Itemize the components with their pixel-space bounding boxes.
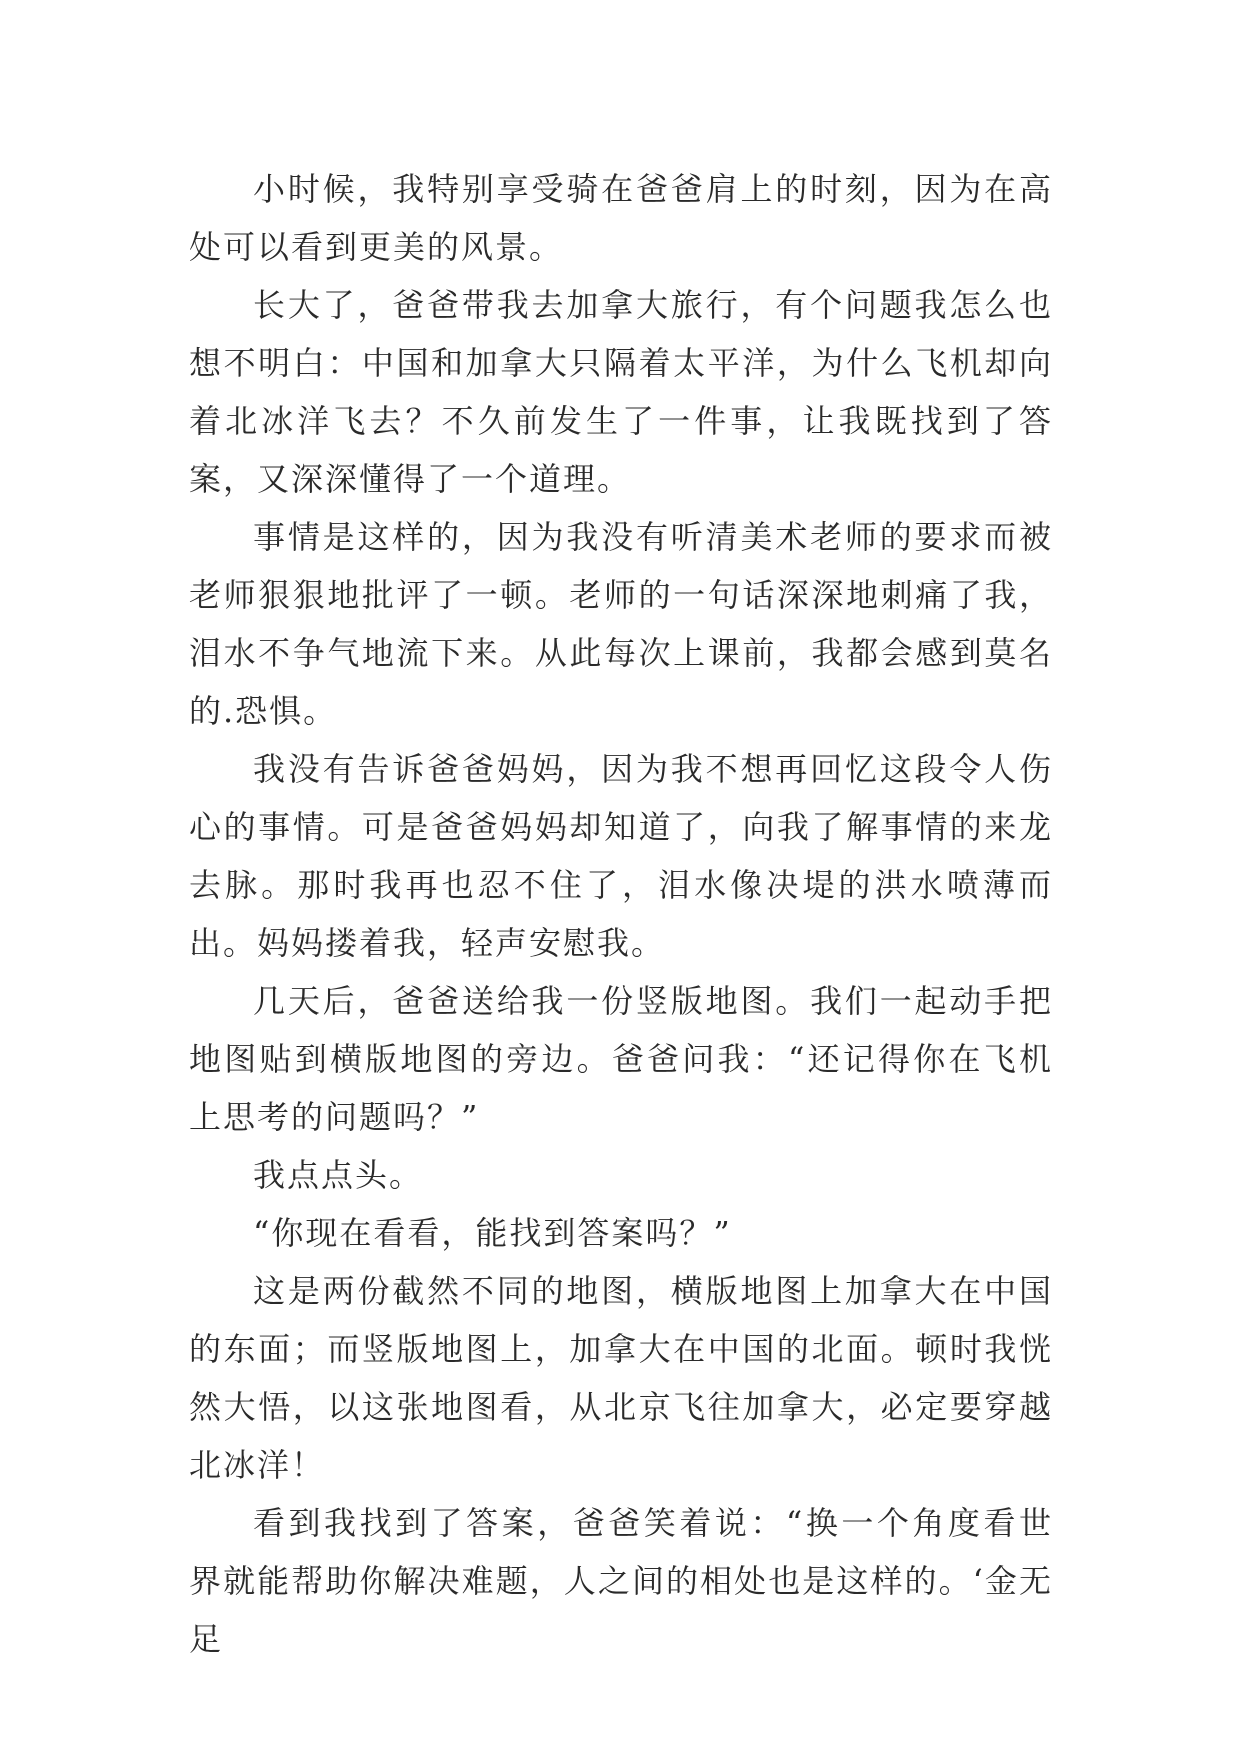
paragraph-3: 事情是这样的，因为我没有听清美术老师的要求而被老师狠狠地批评了一顿。老师的一句话深深地刺痛了我，泪水不争气地流下来。从此每次上课前，我都会感到莫名的.恐惧。 (189, 518, 1053, 730)
paragraph-6: 我点点头。 (253, 1156, 424, 1194)
article-body (189, 160, 1053, 1668)
paragraph-1: 小时候，我特别享受骑在爸爸肩上的时刻，因为在高处可以看到更美的风景。 (189, 170, 1053, 266)
paragraph-9: 看到我找到了答案，爸爸笑着说：“换一个角度看世界就能帮助你解决难题，人之间的相处也是这样的。‘金无足 (189, 1504, 1053, 1658)
paragraph-2: 长大了，爸爸带我去加拿大旅行，有个问题我怎么也想不明白：中国和加拿大只隔着太平洋，为什么飞机却向着北冰洋飞去？不久前发生了一件事，让我既找到了答案，又深深懂得了一个道理。 (189, 286, 1053, 498)
paragraph-4: 我没有告诉爸爸妈妈，因为我不想再回忆这段令人伤心的事情。可是爸爸妈妈却知道了，向我了解事情的来龙去脉。那时我再也忍不住了，泪水像决堤的洪水喷薄而出。妈妈搂着我，轻声安慰我。 (189, 750, 1053, 962)
paragraph-5: 几天后，爸爸送给我一份竖版地图。我们一起动手把地图贴到横版地图的旁边。爸爸问我：“还记得你在飞机上思考的问题吗？” (189, 982, 1053, 1136)
paragraph-7: “你现在看看，能找到答案吗？” (253, 1214, 732, 1252)
paragraph-8: 这是两份截然不同的地图，横版地图上加拿大在中国的东面；而竖版地图上，加拿大在中国的北面。顿时我恍然大悟，以这张地图看，从北京飞往加拿大，必定要穿越北冰洋！ (189, 1272, 1053, 1484)
